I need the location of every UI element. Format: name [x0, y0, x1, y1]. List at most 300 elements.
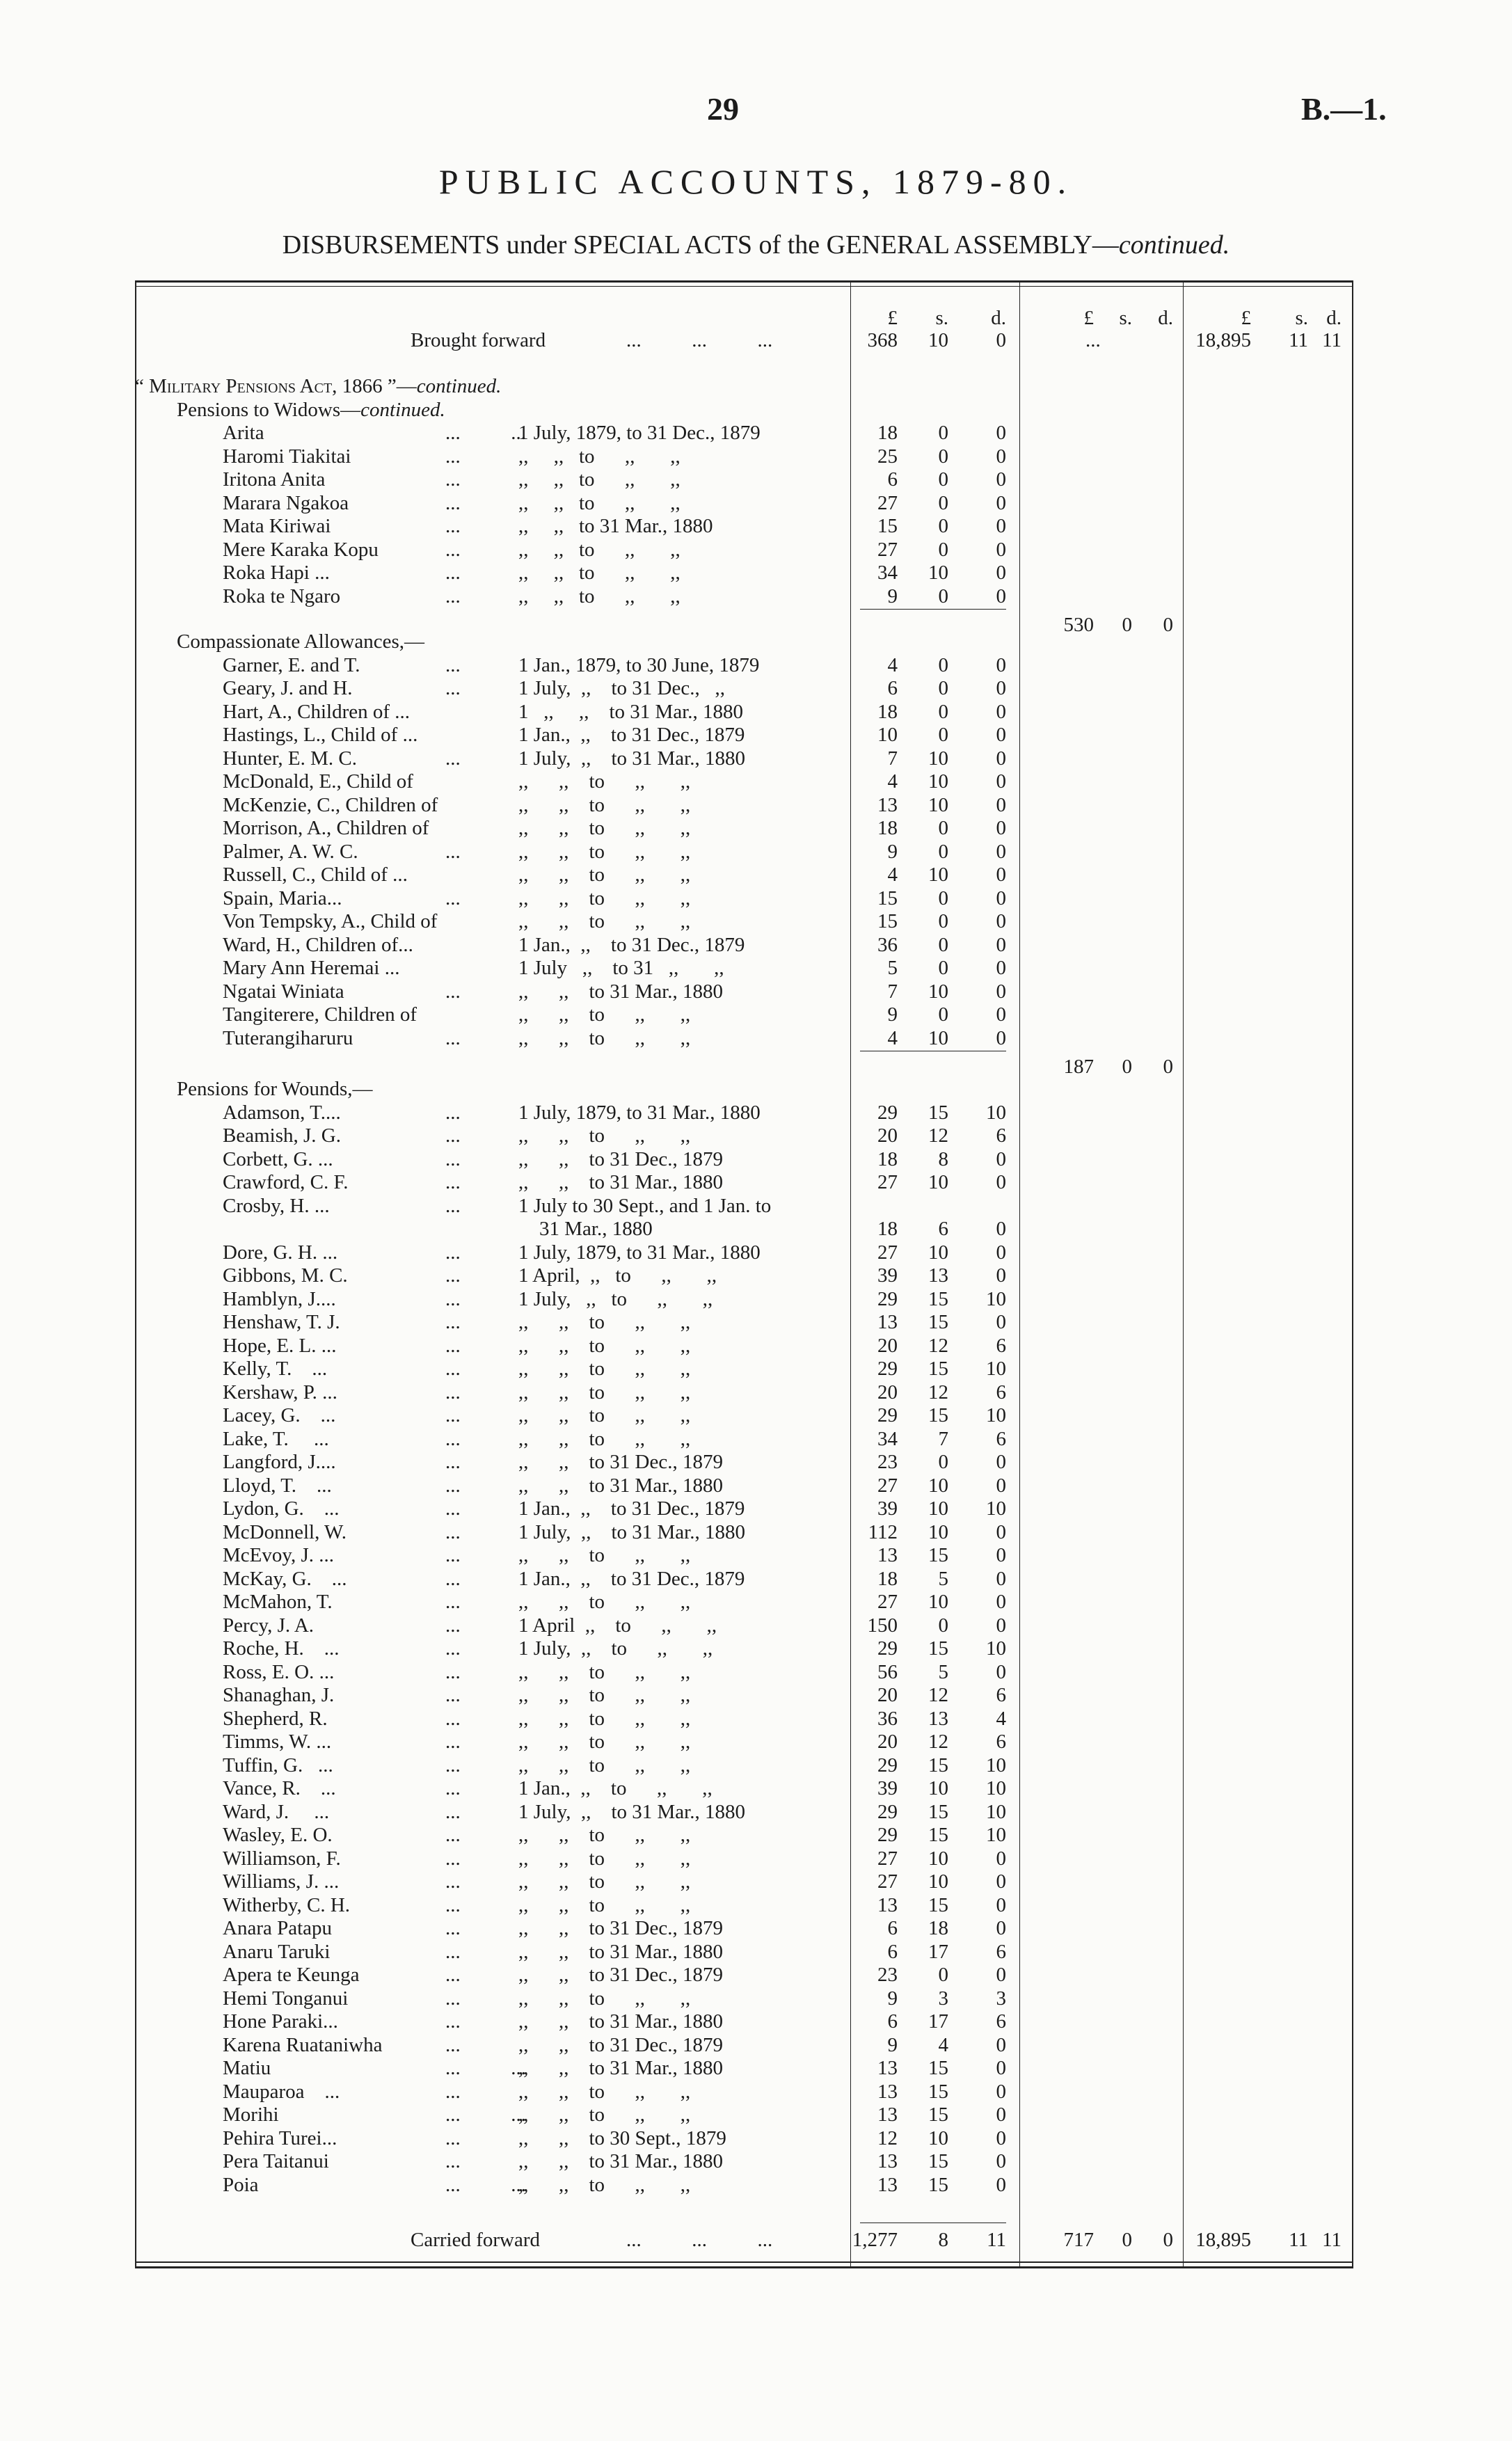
payee-name: Ngatai Winiata: [223, 980, 344, 1003]
payee-name: Morrison, A., Children of: [223, 817, 429, 839]
payment-period: ,, ,, to ,, ,,: [518, 2104, 691, 2126]
table-top-rule: [135, 280, 1352, 283]
page-number: 29: [707, 91, 739, 127]
payment-period: 1 July, ,, to ,, ,,: [518, 1637, 713, 1660]
payment-period: ,, ,, to ,, ,,: [518, 1893, 691, 1916]
row-amount-pounds: 9: [887, 1003, 898, 1026]
section-heading: [177, 1077, 373, 1101]
row-amount-shillings: 10: [928, 1497, 948, 1520]
leader-dots: ...: [445, 538, 461, 561]
subtitle-italic: continued.: [1118, 230, 1230, 260]
payment-period: 1 July, 1879, to 31 Mar., 1880: [518, 1241, 761, 1264]
section-heading-text: Pensions to Widows—: [177, 398, 361, 421]
payment-period: ,, ,, to ,, ,,: [518, 886, 691, 909]
row-amount-pence: 0: [996, 2150, 1006, 2172]
payee-name: Arita: [223, 422, 264, 444]
row-amount-pence: 0: [996, 1520, 1006, 1543]
leader-dots: ...: [445, 585, 461, 607]
row-amount-pounds: 6: [887, 2010, 898, 2033]
payment-period: 1 April ,, to ,, ,,: [518, 1614, 717, 1637]
leader-dots: ...: [445, 2033, 461, 2056]
leader-dots: ...: [445, 1893, 461, 1916]
row-amount-shillings: 10: [928, 747, 948, 770]
payment-period: ,, ,, to 31 Mar., 1880: [518, 2150, 724, 2172]
leader-dots: ... ...: [445, 2173, 526, 2196]
row-amount-pence: 0: [996, 422, 1006, 444]
payment-period: 1 Jan., ,, to 31 Dec., 1879: [518, 1567, 745, 1590]
section-heading-text: Compassionate Allowances,—: [177, 630, 425, 653]
payment-period: ,, ,, to 30 Sept., 1879: [518, 2126, 726, 2149]
row-amount-pounds: 29: [877, 1404, 898, 1426]
row-amount-pence: 6: [996, 1381, 1006, 1404]
row-amount-pounds: 36: [877, 1707, 898, 1730]
row-amount-pence: 6: [996, 1124, 1006, 1147]
payee-name: Mere Karaka Kopu: [223, 538, 379, 561]
row-amount-shillings: 10: [928, 980, 948, 1003]
section-subtotal-shillings: 0: [1122, 1056, 1132, 1078]
leader-dots: ...: [445, 1777, 461, 1799]
leader-dots: ...: [445, 1194, 461, 1217]
column-rule-2: [1019, 280, 1020, 2268]
row-amount-pence: 10: [986, 1637, 1006, 1660]
leader-dots: ...: [445, 1497, 461, 1520]
leader-dots: ...: [445, 2126, 461, 2149]
row-amount-pounds: 6: [887, 1940, 898, 1963]
row-amount-pounds: 18: [877, 1147, 898, 1170]
payee-name: Timms, W. ...: [223, 1731, 332, 1753]
carried-forward-c2-shillings: 0: [1122, 2229, 1132, 2251]
row-amount-shillings: 0: [938, 933, 948, 956]
row-amount-pounds: 29: [877, 1637, 898, 1660]
payment-period: 1 Jan., ,, to 31 Dec., 1879: [518, 724, 745, 746]
row-amount-pounds: 15: [877, 910, 898, 932]
row-amount-shillings: 0: [938, 468, 948, 491]
payment-period: ,, ,, to ,, ,,: [518, 445, 681, 468]
row-amount-shillings: 0: [938, 538, 948, 561]
row-amount-shillings: 5: [938, 1567, 948, 1590]
row-amount-pence: 0: [996, 2033, 1006, 2056]
column-rule-3: [1183, 280, 1184, 2268]
row-amount-pounds: 39: [877, 1497, 898, 1520]
payment-period: 1 July, ,, to 31 Mar., 1880: [518, 1520, 745, 1543]
row-amount-pounds: 29: [877, 1824, 898, 1846]
row-amount-pence: 6: [996, 1731, 1006, 1753]
payee-name: Kershaw, P. ...: [223, 1381, 337, 1404]
row-amount-pence: 10: [986, 1358, 1006, 1380]
row-amount-shillings: 15: [928, 1544, 948, 1566]
payee-name: Mata Kiriwai: [223, 515, 331, 537]
payment-period: ,, ,, to ,, ,,: [518, 1003, 691, 1026]
row-amount-pounds: 15: [877, 515, 898, 537]
payee-name: Iritona Anita: [223, 468, 326, 491]
row-amount-shillings: 10: [928, 1777, 948, 1799]
row-amount-shillings: 15: [928, 2104, 948, 2126]
row-amount-shillings: 15: [928, 2150, 948, 2172]
leader-dots: ...: [445, 1847, 461, 1870]
row-amount-pence: 0: [996, 491, 1006, 514]
payment-period: ,, ,, to ,, ,,: [518, 770, 691, 793]
col1-pound-header: £: [887, 307, 898, 329]
payee-name: Lloyd, T. ...: [223, 1474, 332, 1497]
row-amount-pounds: 34: [877, 562, 898, 584]
row-amount-pounds: 18: [877, 422, 898, 444]
row-amount-shillings: 7: [938, 1427, 948, 1450]
row-amount-shillings: 0: [938, 491, 948, 514]
row-amount-shillings: 17: [928, 1940, 948, 1963]
row-amount-shillings: 13: [928, 1707, 948, 1730]
row-amount-pence: 0: [996, 1591, 1006, 1613]
leader-dots: ...: [445, 886, 461, 909]
row-amount-pence: 0: [996, 1218, 1006, 1240]
row-amount-shillings: 0: [938, 585, 948, 607]
payment-period: 1 Jan., ,, to 31 Dec., 1879: [518, 1497, 745, 1520]
payment-period: 1 July to 30 Sept., and 1 Jan. to: [518, 1194, 772, 1217]
payee-name: Karena Ruataniwha: [223, 2033, 383, 2056]
row-amount-pounds: 27: [877, 491, 898, 514]
row-amount-shillings: 0: [938, 724, 948, 746]
row-amount-pence: 0: [996, 1171, 1006, 1193]
row-amount-pence: 10: [986, 1404, 1006, 1426]
row-amount-pence: 6: [996, 1940, 1006, 1963]
row-amount-pounds: 20: [877, 1334, 898, 1357]
payee-name: Morihi: [223, 2104, 279, 2126]
leader-dots: ...: [445, 468, 461, 491]
row-amount-shillings: 12: [928, 1731, 948, 1753]
payment-period: 1 July, ,, to ,, ,,: [518, 1287, 713, 1310]
payment-period: ,, ,, to 31 Dec., 1879: [518, 1964, 723, 1986]
row-amount-pence: 10: [986, 1777, 1006, 1799]
row-amount-pence: 10: [986, 1824, 1006, 1846]
act-heading-main: “ Military Pensions Act, 1866 ”—: [135, 375, 417, 397]
col1-shilling-header: s.: [935, 307, 948, 329]
payee-name: Williams, J. ...: [223, 1870, 340, 1893]
payee-name: Russell, C., Child of ...: [223, 864, 408, 886]
payment-period: ,, ,, to ,, ,,: [518, 1334, 691, 1357]
section-subtotal-pence: 0: [1163, 1056, 1173, 1078]
row-amount-shillings: 10: [928, 864, 948, 886]
row-amount-pence: 0: [996, 515, 1006, 537]
row-amount-pence: 0: [996, 468, 1006, 491]
payee-name: Mauparoa ...: [223, 2080, 340, 2103]
section-subtotal-pounds: 187: [1063, 1056, 1094, 1078]
row-amount-pence: 0: [996, 445, 1006, 468]
payee-name: Poia: [223, 2173, 259, 2196]
row-amount-pence: 0: [996, 1893, 1006, 1916]
leader-dots: ...: [445, 1684, 461, 1706]
row-amount-shillings: 0: [938, 653, 948, 676]
payee-name: Apera te Keunga: [223, 1964, 360, 1986]
payee-name: Hastings, L., Child of ...: [223, 724, 418, 746]
leader-dots: ... ...: [445, 2104, 526, 2126]
leader-dots: ...: [445, 1567, 461, 1590]
payment-period: ,, ,, to ,, ,,: [518, 817, 691, 839]
row-amount-shillings: 15: [928, 1893, 948, 1916]
payee-name: Anaru Taruki: [223, 1940, 331, 1963]
table-bottom-rule-outer: [135, 2266, 1352, 2268]
row-amount-pounds: 23: [877, 1451, 898, 1473]
row-amount-shillings: 10: [928, 1474, 948, 1497]
payee-name: Mary Ann Heremai ...: [223, 957, 400, 979]
row-amount-pounds: 18: [877, 1567, 898, 1590]
row-amount-pence: 0: [996, 585, 1006, 607]
row-amount-shillings: 0: [938, 910, 948, 932]
payment-period: ,, ,, to ,, ,,: [518, 1660, 691, 1683]
payee-name: Hunter, E. M. C.: [223, 747, 357, 770]
row-amount-pounds: 29: [877, 1358, 898, 1380]
payment-period: ,, ,, to ,, ,,: [518, 1358, 691, 1380]
brought-forward-c2-dots: ...: [1085, 329, 1101, 351]
row-amount-pounds: 5: [887, 957, 898, 979]
payment-period: 1 July, ,, to 31 Mar., 1880: [518, 747, 745, 770]
row-amount-pounds: 6: [887, 468, 898, 491]
leader-dots: ...: [445, 1754, 461, 1776]
payment-period: ,, ,, to ,, ,,: [518, 2173, 691, 2196]
payee-name: Adamson, T....: [223, 1101, 341, 1124]
leader-dots: ... ...: [445, 2057, 526, 2079]
leader-dots: ...: [445, 1544, 461, 1566]
row-amount-shillings: 15: [928, 1287, 948, 1310]
subtotal-rule: [860, 609, 1006, 610]
payee-name: Beamish, J. G.: [223, 1124, 341, 1147]
payment-period: 1 July ,, to 31 ,, ,,: [518, 957, 724, 979]
row-amount-shillings: 10: [928, 1870, 948, 1893]
payment-period: ,, ,, to ,, ,,: [518, 562, 681, 584]
payment-period: 1 Jan., ,, to 31 Dec., 1879: [518, 933, 745, 956]
row-amount-pounds: 29: [877, 1800, 898, 1823]
carried-forward-c3-pounds: 18,895: [1195, 2229, 1251, 2251]
leader-dots: ...: [445, 1241, 461, 1264]
brought-forward-label: Brought forward: [411, 329, 546, 351]
col2-pence-header: d.: [1158, 307, 1173, 329]
payment-period: ,, ,, to ,, ,,: [518, 1987, 691, 2010]
row-amount-shillings: 5: [938, 1660, 948, 1683]
carried-forward-c2-pence: 0: [1163, 2229, 1173, 2251]
payee-name: Vance, R. ...: [223, 1777, 336, 1799]
payee-name: Tangiterere, Children of: [223, 1003, 417, 1026]
table-bottom-rule: [135, 2261, 1352, 2263]
payee-name: Palmer, A. W. C.: [223, 840, 358, 863]
section-heading: [177, 630, 424, 653]
row-amount-pence: 10: [986, 1287, 1006, 1310]
row-amount-pence: 0: [996, 1451, 1006, 1473]
payee-name: Haromi Tiakitai: [223, 445, 351, 468]
payment-period: ,, ,, to 31 Mar., 1880: [518, 2057, 724, 2079]
row-amount-pounds: 13: [877, 2104, 898, 2126]
leader-dots: ...: [445, 1940, 461, 1963]
payee-name: Spain, Maria...: [223, 886, 342, 909]
payment-period: 1 July, 1879, to 31 Dec., 1879: [518, 422, 761, 444]
row-amount-pounds: 150: [867, 1614, 898, 1637]
payee-name: Lacey, G. ...: [223, 1404, 336, 1426]
row-amount-pounds: 20: [877, 1124, 898, 1147]
leader-dots: ...: [445, 1171, 461, 1193]
row-amount-shillings: 13: [928, 1264, 948, 1287]
payee-name: Hart, A., Children of ...: [223, 700, 411, 723]
brought-forward-c3-pounds: 18,895: [1195, 329, 1251, 351]
leader-dots: ...: [445, 1964, 461, 1986]
leader-dots: ...: [445, 1731, 461, 1753]
row-amount-pence: 0: [996, 1847, 1006, 1870]
payee-name: Matiu: [223, 2057, 271, 2079]
carried-forward-c3-pence: 11: [1322, 2229, 1342, 2251]
row-amount-pence: 0: [996, 1264, 1006, 1287]
col3-shilling-header: s.: [1295, 307, 1308, 329]
payment-period: ,, ,, to ,, ,,: [518, 1847, 691, 1870]
row-amount-pence: 4: [996, 1707, 1006, 1730]
leader-dots: ... ... ...: [626, 2229, 773, 2251]
payment-period: ,, ,, to 31 Mar., 1880: [518, 1940, 724, 1963]
row-amount-pounds: 13: [877, 1311, 898, 1333]
leader-dots: ...: [445, 1381, 461, 1404]
row-amount-pence: 0: [996, 2126, 1006, 2149]
row-amount-pounds: 112: [868, 1520, 898, 1543]
payee-name: Witherby, C. H.: [223, 1893, 351, 1916]
payment-period: ,, ,, to 31 Dec., 1879: [518, 2033, 723, 2056]
payment-period: 1 July, ,, to 31 Dec., ,,: [518, 677, 725, 699]
row-amount-shillings: 0: [938, 886, 948, 909]
leader-dots: ...: [445, 562, 461, 584]
payee-name: Percy, J. A.: [223, 1614, 315, 1637]
row-amount-pence: 6: [996, 2010, 1006, 2033]
row-amount-shillings: 10: [928, 2126, 948, 2149]
row-amount-pounds: 27: [877, 1474, 898, 1497]
payee-name: Lydon, G. ...: [223, 1497, 340, 1520]
carried-forward-c1-pounds: 1,277: [852, 2229, 898, 2251]
col3-pound-header: £: [1241, 307, 1251, 329]
payment-period: ,, ,, to ,, ,,: [518, 1824, 691, 1846]
payee-name: Tuffin, G. ...: [223, 1754, 333, 1776]
row-amount-pounds: 4: [887, 864, 898, 886]
payment-period-continued: 31 Mar., 1880: [539, 1218, 653, 1240]
row-amount-pence: 0: [996, 910, 1006, 932]
row-amount-pence: 0: [996, 677, 1006, 699]
section-heading-italic: continued.: [360, 398, 445, 421]
row-amount-pence: 0: [996, 793, 1006, 816]
leader-dots: ...: [445, 1870, 461, 1893]
row-amount-pence: 0: [996, 957, 1006, 979]
carried-forward-c1-shillings: 8: [938, 2229, 948, 2251]
row-amount-pounds: 20: [877, 1731, 898, 1753]
row-amount-shillings: 10: [928, 1591, 948, 1613]
section-heading: [177, 398, 445, 422]
row-amount-pounds: 13: [877, 793, 898, 816]
row-amount-pounds: 7: [887, 980, 898, 1003]
brought-forward-c3-pence: 11: [1322, 329, 1342, 351]
row-amount-pence: 0: [996, 980, 1006, 1003]
row-amount-shillings: 15: [928, 2057, 948, 2079]
payee-name: McKay, G. ...: [223, 1567, 347, 1590]
table-top-rule-inner: [135, 286, 1352, 287]
payment-period: ,, ,, to ,, ,,: [518, 468, 681, 491]
row-amount-pounds: 23: [877, 1964, 898, 1986]
brought-forward-c1-pence: 0: [996, 329, 1006, 351]
payment-period: ,, ,, to ,, ,,: [518, 910, 691, 932]
leader-dots: ...: [445, 1358, 461, 1380]
row-amount-pence: 10: [986, 1800, 1006, 1823]
row-amount-pence: 0: [996, 1003, 1006, 1026]
leader-dots: ...: [445, 1334, 461, 1357]
payment-period: ,, ,, to 31 Dec., 1879: [518, 1451, 723, 1473]
leader-dots: ...: [445, 1800, 461, 1823]
table-left-rule: [135, 280, 136, 2268]
payment-period: ,, ,, to 31 Dec., 1879: [518, 1147, 723, 1170]
leader-dots: ...: [445, 1591, 461, 1613]
row-amount-pounds: 4: [887, 770, 898, 793]
leader-dots: ...: [445, 1026, 461, 1049]
row-amount-pounds: 6: [887, 1917, 898, 1939]
payment-period: 1 Jan., ,, to ,, ,,: [518, 1777, 713, 1799]
row-amount-pence: 0: [996, 1660, 1006, 1683]
leader-dots: ...: [445, 445, 461, 468]
brought-forward-c1-shillings: 10: [928, 329, 948, 351]
page-title: PUBLIC ACCOUNTS, 1879-80.: [438, 162, 1074, 201]
row-amount-shillings: 3: [938, 1987, 948, 2010]
row-amount-pounds: 18: [877, 817, 898, 839]
row-amount-shillings: 0: [938, 957, 948, 979]
payment-period: ,, ,, to ,, ,,: [518, 2080, 691, 2103]
row-amount-pounds: 9: [887, 1987, 898, 2010]
row-amount-pounds: 18: [877, 700, 898, 723]
row-amount-pence: 0: [996, 1147, 1006, 1170]
leader-dots: ...: [445, 1451, 461, 1473]
payee-name: McEvoy, J. ...: [223, 1544, 335, 1566]
page-subtitle: [0, 230, 1512, 260]
row-amount-pence: 0: [996, 1311, 1006, 1333]
payee-name: Corbett, G. ...: [223, 1147, 333, 1170]
row-amount-shillings: 17: [928, 2010, 948, 2033]
payee-name: Geary, J. and H.: [223, 677, 353, 699]
payee-name: Hemi Tonganui: [223, 1987, 349, 2010]
row-amount-pence: 0: [996, 817, 1006, 839]
leader-dots: ...: [445, 747, 461, 770]
row-amount-shillings: 8: [938, 1147, 948, 1170]
leader-dots: ...: [445, 1101, 461, 1124]
row-amount-shillings: 12: [928, 1334, 948, 1357]
row-amount-pounds: 27: [877, 1870, 898, 1893]
row-amount-pence: 6: [996, 1334, 1006, 1357]
row-amount-pence: 6: [996, 1684, 1006, 1706]
payee-name: Shanaghan, J.: [223, 1684, 335, 1706]
leader-dots: ...: [445, 1614, 461, 1637]
payment-period: ,, ,, to ,, ,,: [518, 1684, 691, 1706]
row-amount-shillings: 15: [928, 1358, 948, 1380]
payee-name: Williamson, F.: [223, 1847, 341, 1870]
act-heading-italic: continued.: [416, 375, 502, 397]
payee-name: McDonnell, W.: [223, 1520, 347, 1543]
leader-dots: ...: [445, 1311, 461, 1333]
payee-name: Hone Paraki...: [223, 2010, 338, 2033]
payment-period: ,, ,, to ,, ,,: [518, 1754, 691, 1776]
row-amount-pence: 0: [996, 840, 1006, 863]
payee-name: Hope, E. L. ...: [223, 1334, 337, 1357]
row-amount-shillings: 0: [938, 700, 948, 723]
payment-period: 1 April, ,, to ,, ,,: [518, 1264, 717, 1287]
leader-dots: ...: [445, 1147, 461, 1170]
row-amount-pence: 0: [996, 1567, 1006, 1590]
leader-dots: ... ...: [445, 422, 526, 444]
payment-period: ,, ,, to ,, ,,: [518, 1544, 691, 1566]
row-amount-pounds: 34: [877, 1427, 898, 1450]
carried-forward-c3-shillings: 11: [1289, 2229, 1308, 2251]
leader-dots: ...: [445, 491, 461, 514]
row-amount-shillings: 0: [938, 677, 948, 699]
row-amount-shillings: 10: [928, 770, 948, 793]
payment-period: ,, ,, to ,, ,,: [518, 1311, 691, 1333]
leader-dots: ...: [445, 1707, 461, 1730]
row-amount-pence: 0: [996, 724, 1006, 746]
row-amount-shillings: 0: [938, 840, 948, 863]
section-subtotal-pence: 0: [1163, 614, 1173, 636]
